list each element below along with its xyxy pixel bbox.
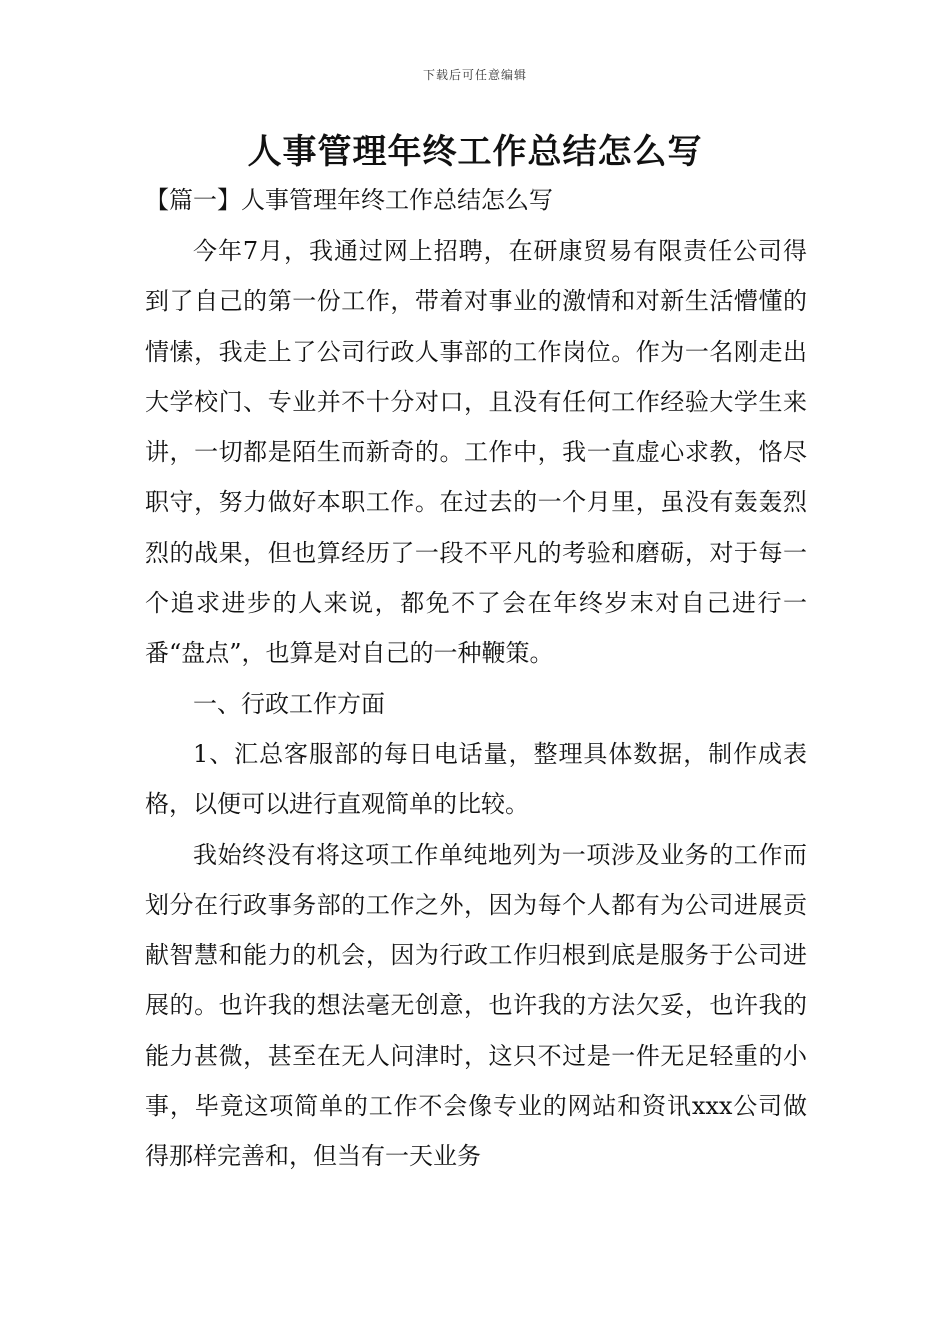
header-note: 下载后可任意编辑 bbox=[422, 68, 527, 82]
paragraph-intro: 今年7月，我通过网上招聘，在研康贸易有限责任公司得到了自己的第一份工作，带着对事业的激情和对新生活懵懂的情愫，我走上了公司行政人事部的工作岗位。作为一名刚走出大学校门、专业并不十分对口，且没有任何工作经验大学生来讲，一切都是陌生而新奇的。工作中，我一直虚心求教，恪尽职守，努力做好本职工作。在过去的一个月里，虽没有轰轰烈烈的战果，但也算经历了一段不平凡的考验和磨砺，对于每一个追求进步的人来说，都免不了会在年终岁末对自己进行一番“盘点”，也算是对自己的一种鞭策。 bbox=[145, 237, 807, 668]
paragraph-body: 我始终没有将这项工作单纯地列为一项涉及业务的工作而划分在行政事务部的工作之外，因为每个人都有为公司进展贡献智慧和能力的机会，因为行政工作归根到底是服务于公司进展的。也许我的想法毫无创意，也许我的方法欠妥，也许我的能力甚微，甚至在无人问津时，这只不过是一件无足轻重的小事，毕竟这项简单的工作不会像专业的网站和资讯xxx公司做得那样完善和，但当有一天业务 bbox=[145, 840, 807, 1171]
document-title: 人事管理年终工作总结怎么写 bbox=[247, 132, 703, 172]
paragraph-item-1: 1、汇总客服部的每日电话量，整理具体数据，制作成表格，以便可以进行直观简单的比较。 bbox=[145, 739, 807, 819]
paragraph-subheading: 一、行政工作方面 bbox=[193, 689, 385, 718]
section-heading: 【篇一】人事管理年终工作总结怎么写 bbox=[145, 186, 553, 214]
document-body bbox=[145, 226, 807, 1182]
